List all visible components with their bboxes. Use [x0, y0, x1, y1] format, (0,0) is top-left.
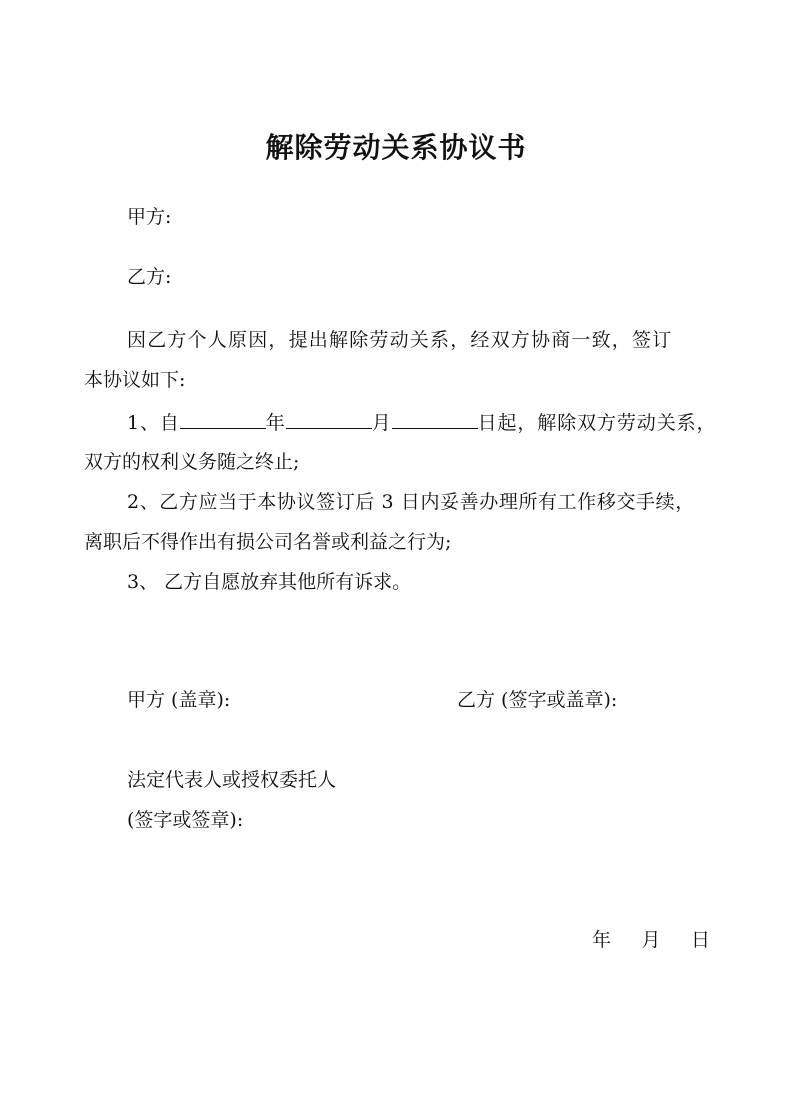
- intro-line-2: 本协议如下:: [84, 369, 186, 391]
- year-blank: [180, 410, 266, 429]
- representative-label: 法定代表人或授权委托人: [127, 769, 337, 791]
- party-b-label: 乙方:: [127, 266, 172, 288]
- date-day-label: 日: [690, 929, 710, 951]
- intro-line-1: 因乙方个人原因，提出解除劳动关系，经双方协商一致，签订: [127, 329, 673, 351]
- document-title: 解除劳动关系协议书: [265, 131, 527, 164]
- day-blank: [392, 410, 478, 429]
- date-year-label: 年: [592, 929, 612, 951]
- month-blank: [286, 410, 372, 429]
- signing-date: [592, 928, 710, 952]
- clause-2-line-1: 2、乙方应当于本协议签订后 3 日内妥善办理所有工作移交手续，: [127, 491, 695, 513]
- party-b-signature-label: 乙方 (签字或盖章):: [457, 689, 618, 711]
- clause-1-prefix: 1、自: [127, 412, 180, 434]
- party-a-seal-label: 甲方 (盖章):: [127, 689, 231, 711]
- clause-2-line-2: 离职后不得作出有损公司名誉或利益之行为;: [84, 531, 452, 553]
- clause-1-line-1: [127, 410, 716, 435]
- clause-1-line-2: 双方的权利义务随之终止;: [84, 451, 300, 473]
- representative-signature-label: (签字或签章):: [127, 809, 244, 831]
- clause-1-year-label: 年: [265, 412, 286, 434]
- clause-1-day-suffix: 日起，解除双方劳动关系，: [477, 412, 717, 434]
- party-a-label: 甲方:: [127, 206, 172, 228]
- clause-3: 3、 乙方自愿放弃其他所有诉求。: [127, 571, 412, 593]
- clause-1-month-label: 月: [371, 412, 392, 434]
- date-month-label: 月: [641, 929, 661, 951]
